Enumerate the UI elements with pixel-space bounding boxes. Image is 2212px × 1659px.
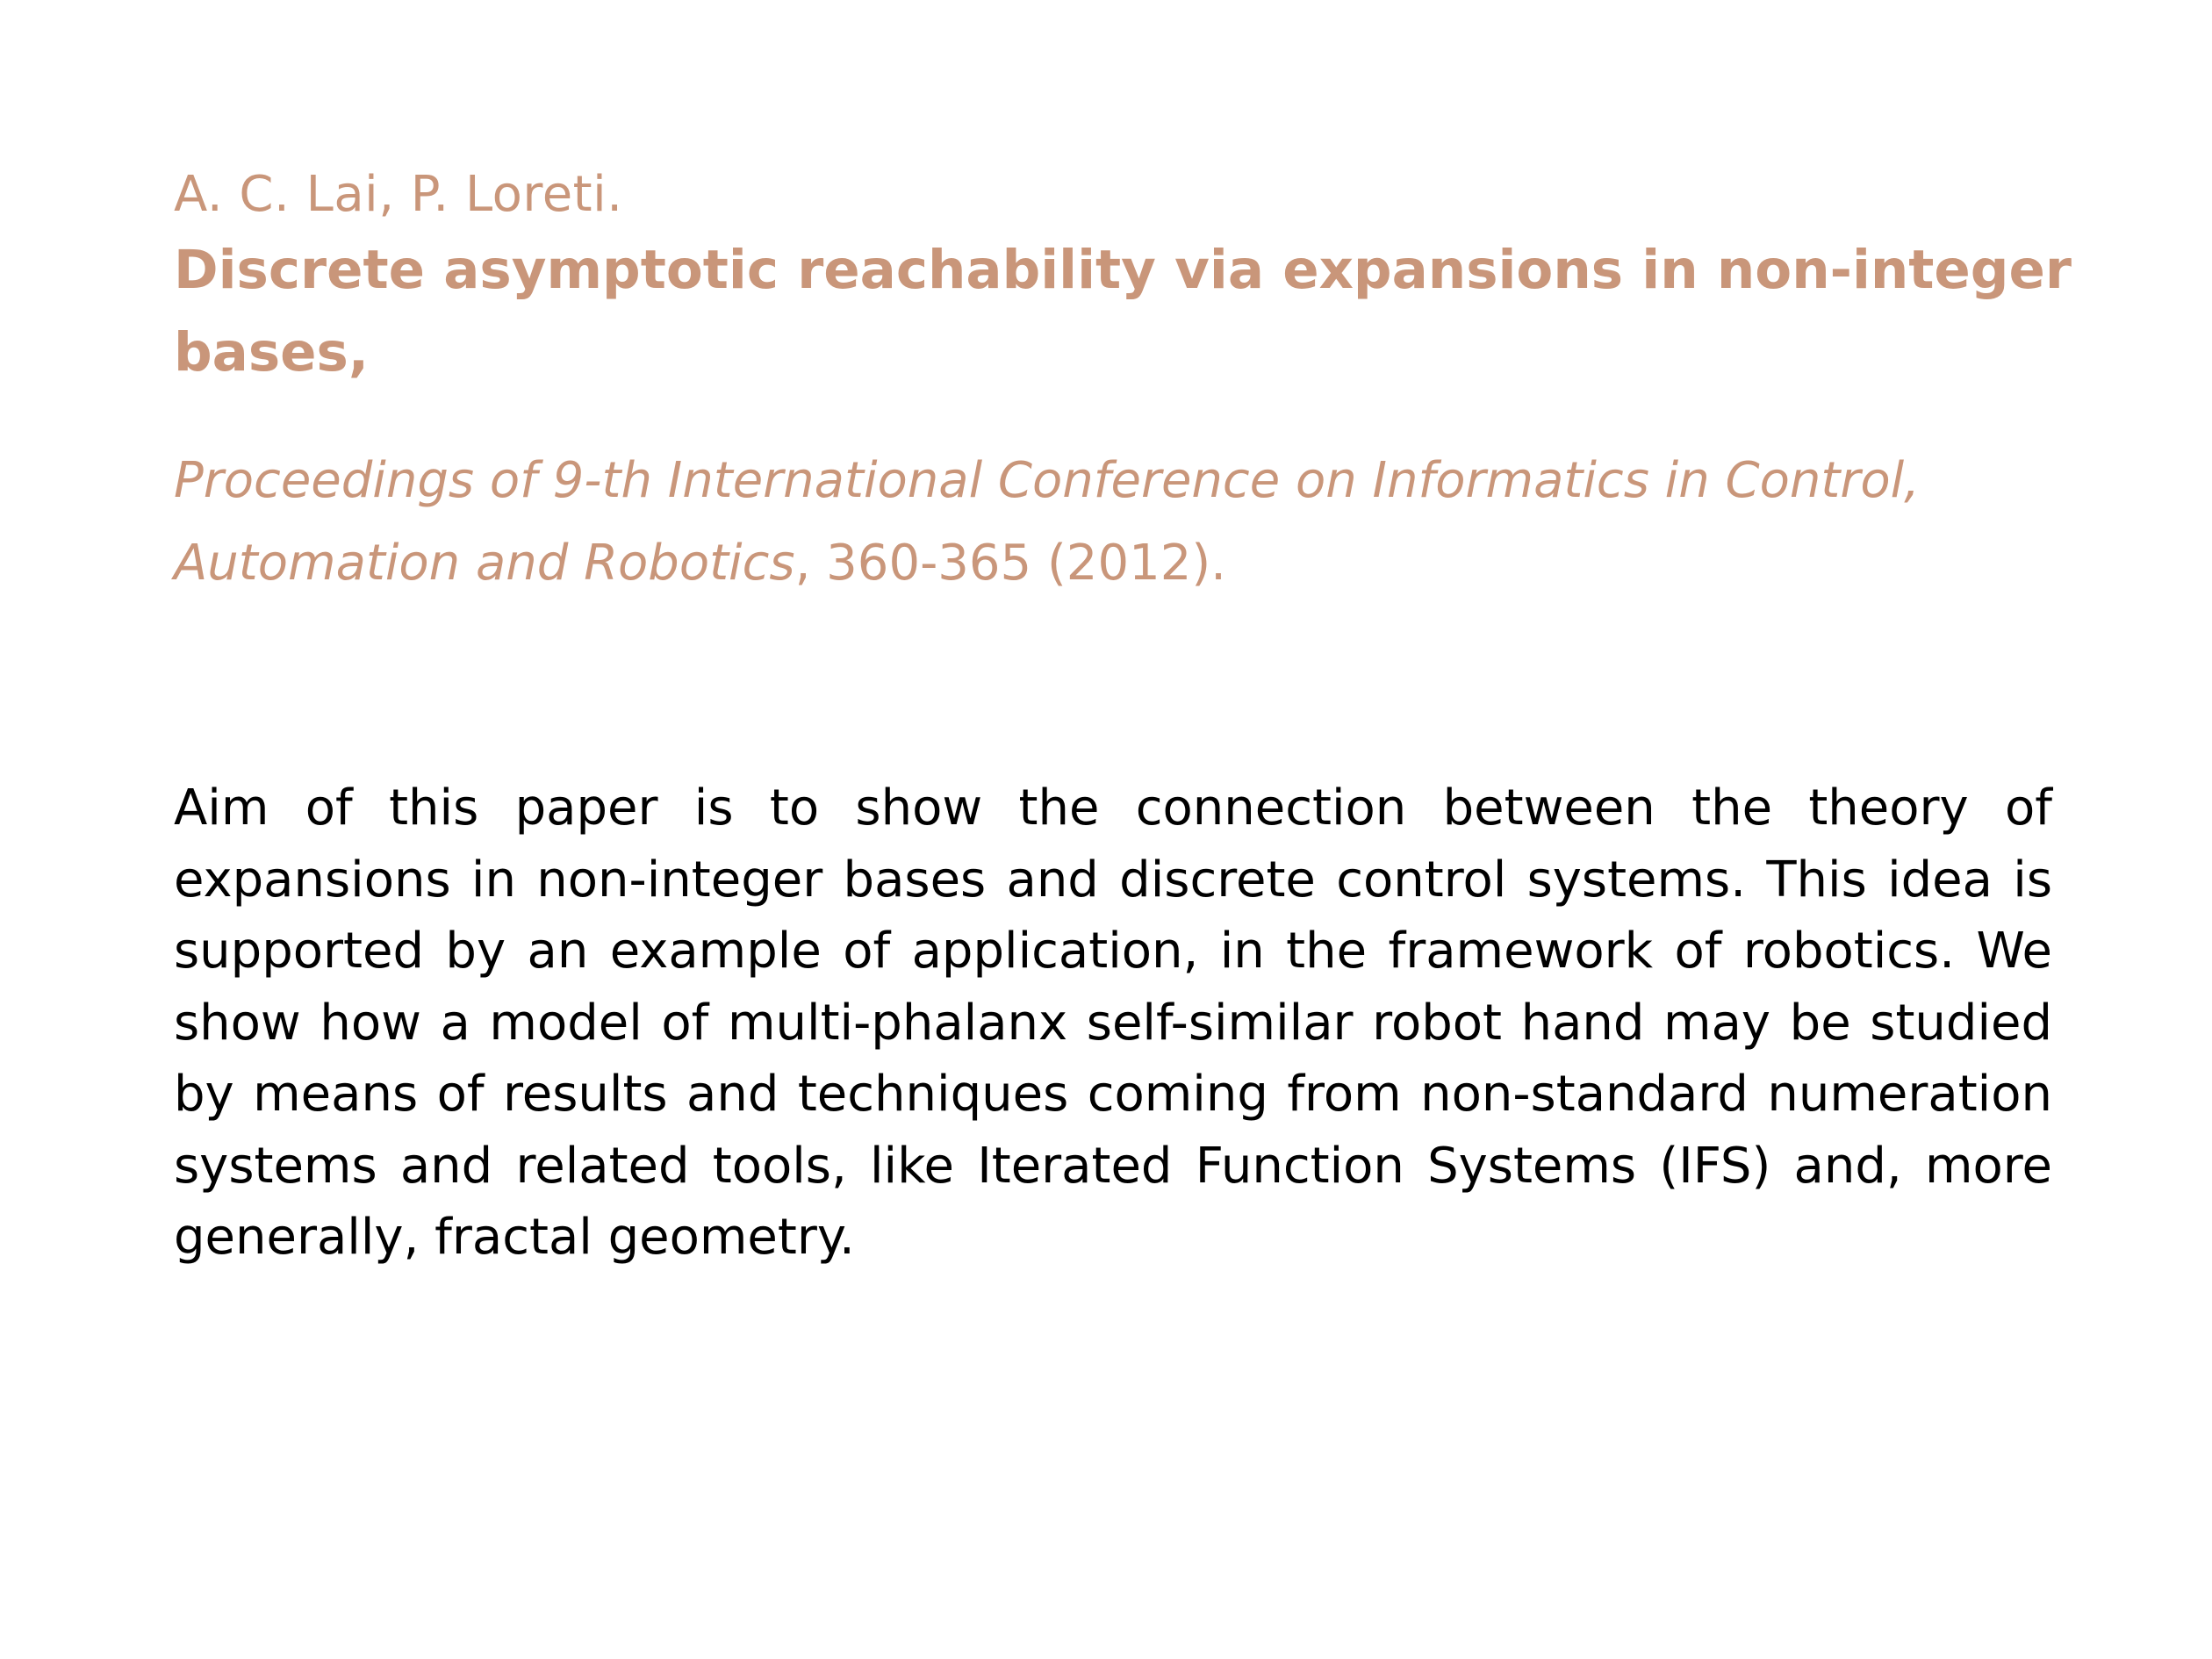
pages-year: , 360-365 (2012). [794,535,1226,592]
citation-block [174,161,2072,605]
citation-venue [174,440,2061,605]
journal-name: Proceedings of 9-th International Conference on Informatics in Control, Automation and Robotics [174,452,1920,592]
citation-authors: A. C. Lai, P. Loreti. [174,166,623,223]
abstract-text: Aim of this paper is to show the connection between the theory of expansions in non-integer bases and discrete control systems. This idea is supported by an example of application, in the framework of robotics. We show how a model of multi-phalanx self-similar robot hand may be studied by means of results and techniques coming from non-standard numeration systems and related tools, like Iterated Function Systems (IFS) and, more generally, fractal geometry. [174,779,2052,1266]
paper-title: Discrete asymptotic reachability via expansions in non-integer bases, [174,239,2072,384]
